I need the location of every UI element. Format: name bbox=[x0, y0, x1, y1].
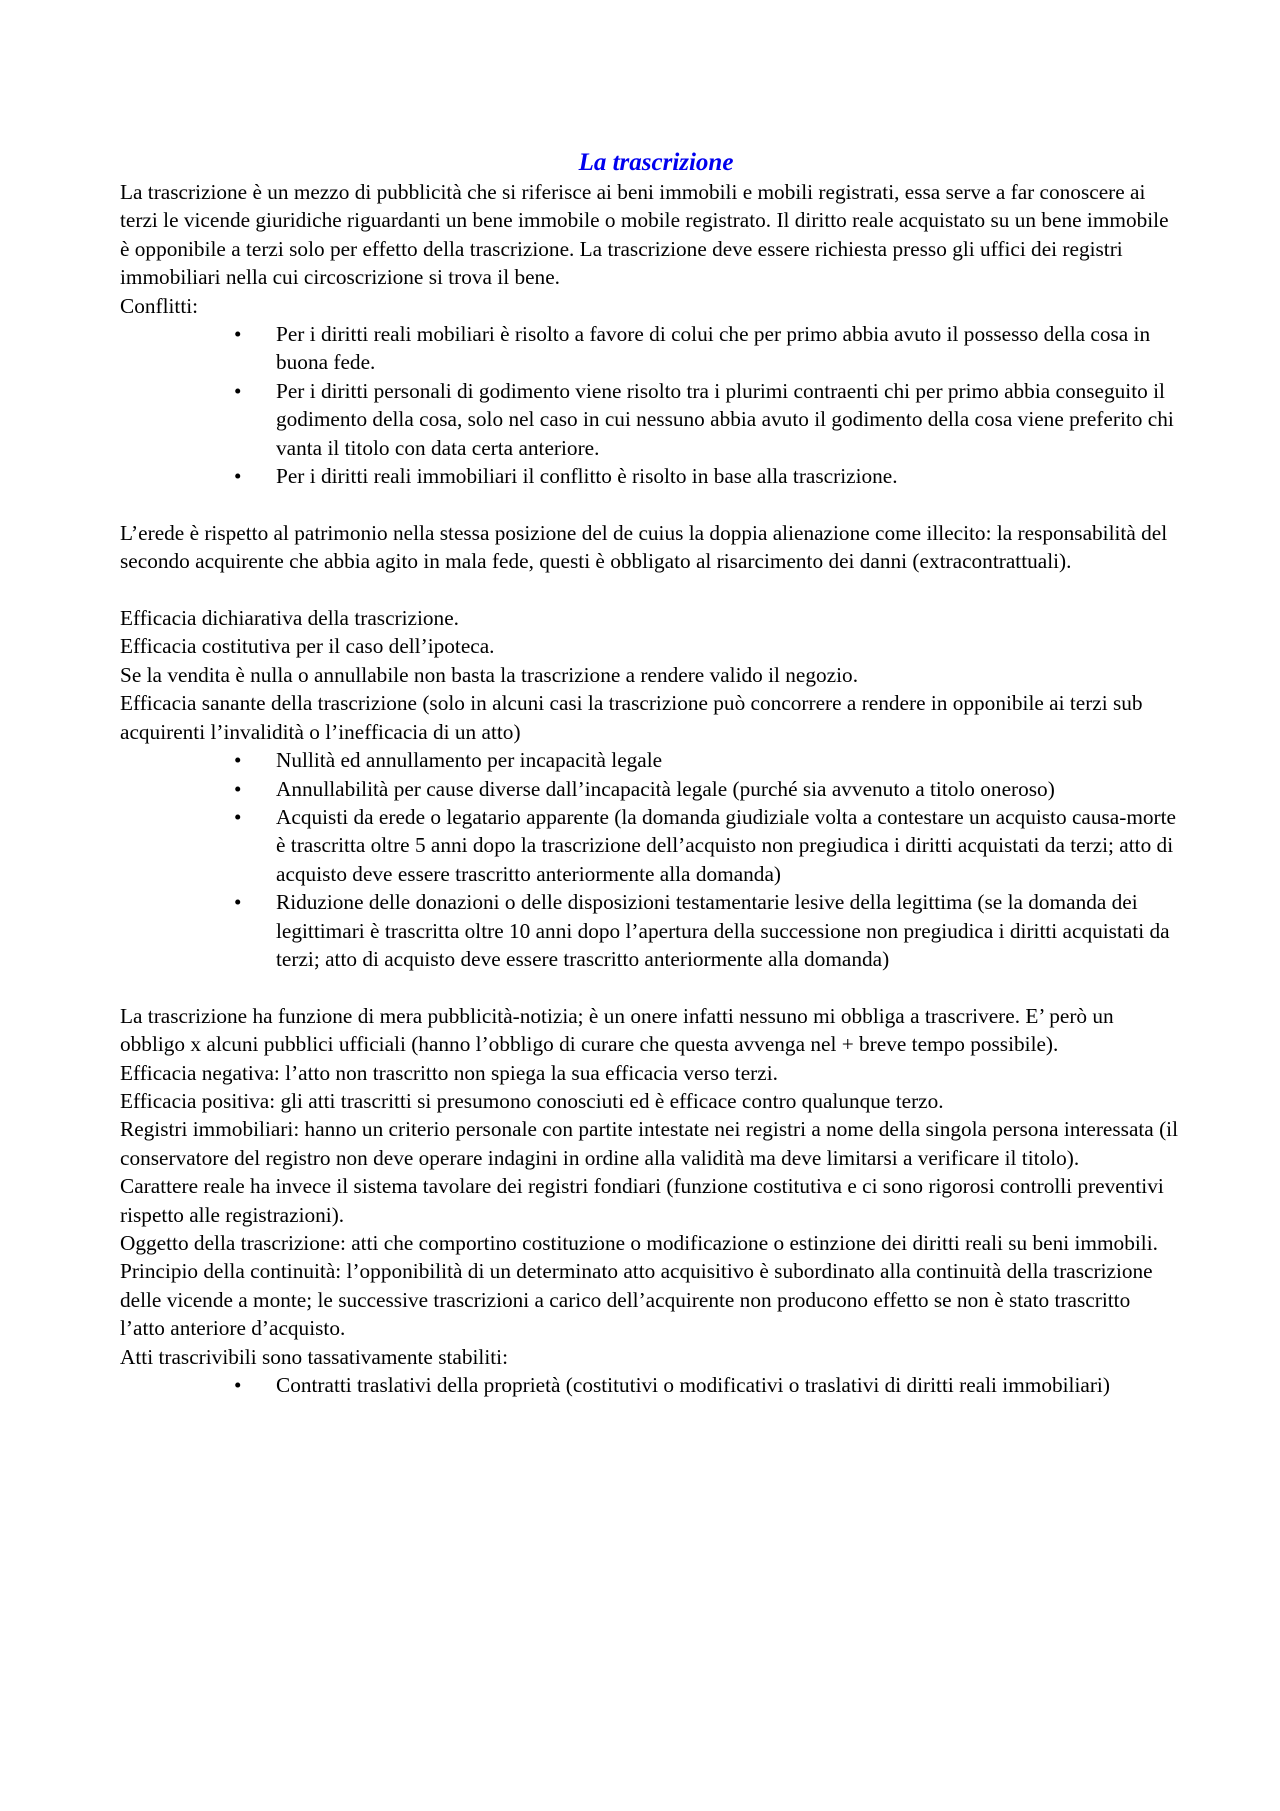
efficacia-line: Efficacia costitutiva per il caso dell’ipoteca. bbox=[120, 634, 495, 659]
list-item bbox=[120, 775, 1180, 803]
list-item-text: Annullabilità per cause diverse dall’incapacità legale (purché sia avvenuto a titolo oneroso) bbox=[276, 776, 1055, 801]
list-item-text: Riduzione delle donazioni o delle disposizioni testamentarie lesive della legittima (se la domanda dei legittimari è trascritta oltre 10 anni dopo l’apertura della successione non pregiudica i diritti acquistati da terzi; atto di acquisto deve essere trascritto anteriormente alla domanda) bbox=[276, 890, 1170, 971]
efficacia-line: Se la vendita è nulla o annullabile non basta la trascrizione a rendere valido il negozio. bbox=[120, 662, 859, 687]
body-paragraph: La trascrizione ha funzione di mera pubblicità-notizia; è un onere infatti nessuno mi obbliga a trascrivere. E’ però un obbligo x alcuni pubblici ufficiali (hanno l’obbligo di curare che questa avvenga nel + breve tempo possibile). bbox=[120, 1003, 1114, 1057]
paragraph-gap bbox=[120, 490, 1180, 518]
list-item bbox=[120, 888, 1180, 973]
conflitti-label: Conflitti: bbox=[120, 293, 199, 318]
body-paragraph: Carattere reale ha invece il sistema tavolare dei registri fondiari (funzione costitutiva e ci sono rigorosi controlli preventivi rispetto alle registrazioni). bbox=[120, 1174, 1164, 1227]
list-item bbox=[120, 803, 1180, 888]
paragraph-gap bbox=[120, 973, 1180, 1001]
atti-list bbox=[120, 1371, 1180, 1399]
intro-paragraph: La trascrizione è un mezzo di pubblicità che si riferisce ai beni immobili e mobili registrati, essa serve a far conoscere ai terzi le vicende giuridiche riguardanti un bene immobile o mobile registrato. Il diritto reale acquistato su un bene immobile è opponibile a terzi solo per effetto della trascrizione. La trascrizione deve essere richiesta presso gli uffici dei registri immobiliari nella cui circoscrizione si trova il bene. bbox=[120, 180, 1169, 290]
efficacia-line: Efficacia dichiarativa della trascrizione. bbox=[120, 606, 459, 631]
conflitti-list bbox=[120, 320, 1180, 490]
sanante-list bbox=[120, 746, 1180, 973]
erede-paragraph: L’erede è rispetto al patrimonio nella stessa posizione del de cuius la doppia alienazione come illecito: la responsabilità del secondo acquirente che abbia agito in mala fede, questi è obbligato al risarcimento dei danni (extracontrattuali). bbox=[120, 520, 1168, 574]
bullet-icon: • bbox=[234, 748, 242, 773]
body-paragraph: Efficacia negativa: l’atto non trascritto non spiega la sua efficacia verso terzi. bbox=[120, 1060, 778, 1085]
page-title: La trascrizione bbox=[578, 149, 734, 176]
body-paragraph: Efficacia positiva: gli atti trascritti si presumono conosciuti ed è efficace contro qualunque terzo. bbox=[120, 1088, 944, 1113]
body-paragraph: Principio della continuità: l’opponibilità di un determinato atto acquisitivo è subordinato alla continuità della trascrizione delle vicende a monte; le successive trascrizioni a carico dell’acquirente non producono effetto se non è stato trascritto l’atto anteriore d’acquisto. bbox=[120, 1259, 1153, 1341]
list-item bbox=[120, 746, 1180, 774]
list-item bbox=[120, 1371, 1180, 1399]
body-paragraph: Oggetto della trascrizione: atti che comportino costituzione o modificazione o estinzione dei diritti reali su beni immobili. bbox=[120, 1230, 1158, 1255]
list-item-text: Per i diritti reali immobiliari il conflitto è risolto in base alla trascrizione. bbox=[276, 464, 898, 489]
list-item bbox=[120, 320, 1180, 377]
list-item-text: Nullità ed annullamento per incapacità legale bbox=[276, 748, 663, 773]
bullet-icon: • bbox=[234, 464, 242, 489]
list-item-text: Contratti traslativi della proprietà (costitutivi o modificativi o traslativi di diritti reali immobiliari) bbox=[276, 1373, 1110, 1398]
document-page bbox=[120, 148, 1180, 1399]
bullet-icon: • bbox=[234, 378, 242, 403]
body-paragraph: Atti trascrivibili sono tassativamente stabiliti: bbox=[120, 1344, 509, 1369]
bullet-icon: • bbox=[234, 776, 242, 801]
bullet-icon: • bbox=[234, 322, 242, 347]
list-item-text: Per i diritti personali di godimento viene risolto tra i plurimi contraenti chi per primo abbia conseguito il godimento della cosa, solo nel caso in cui nessuno abbia avuto il godimento della cosa viene preferito chi vanta il titolo con data certa anteriore. bbox=[276, 378, 1174, 460]
list-item bbox=[120, 377, 1180, 462]
list-item-text: Per i diritti reali mobiliari è risolto a favore di colui che per primo abbia avuto il possesso della cosa in buona fede. bbox=[276, 322, 1151, 375]
efficacia-line: Efficacia sanante della trascrizione (solo in alcuni casi la trascrizione può concorrere a rendere in opponibile ai terzi sub acquirenti l’invalidità o l’inefficacia di un atto) bbox=[120, 691, 1143, 744]
bullet-icon: • bbox=[234, 890, 242, 915]
bullet-icon: • bbox=[234, 804, 242, 829]
paragraph-gap bbox=[120, 576, 1180, 604]
list-item-text: Acquisti da erede o legatario apparente (la domanda giudiziale volta a contestare un acquisto causa-morte è trascritta oltre 5 anni dopo la trascrizione dell’acquisto non pregiudica i diritti acquistati da terzi; atto di acquisto deve essere trascritto anteriormente alla domanda) bbox=[276, 804, 1177, 886]
body-paragraph: Registri immobiliari: hanno un criterio personale con partite intestate nei registri a nome della singola persona interessata (il conservatore del registro non deve operare indagini in ordine alla validità ma deve limitarsi a verificare il titolo). bbox=[120, 1117, 1179, 1170]
bullet-icon: • bbox=[234, 1373, 242, 1398]
list-item bbox=[120, 462, 1180, 490]
